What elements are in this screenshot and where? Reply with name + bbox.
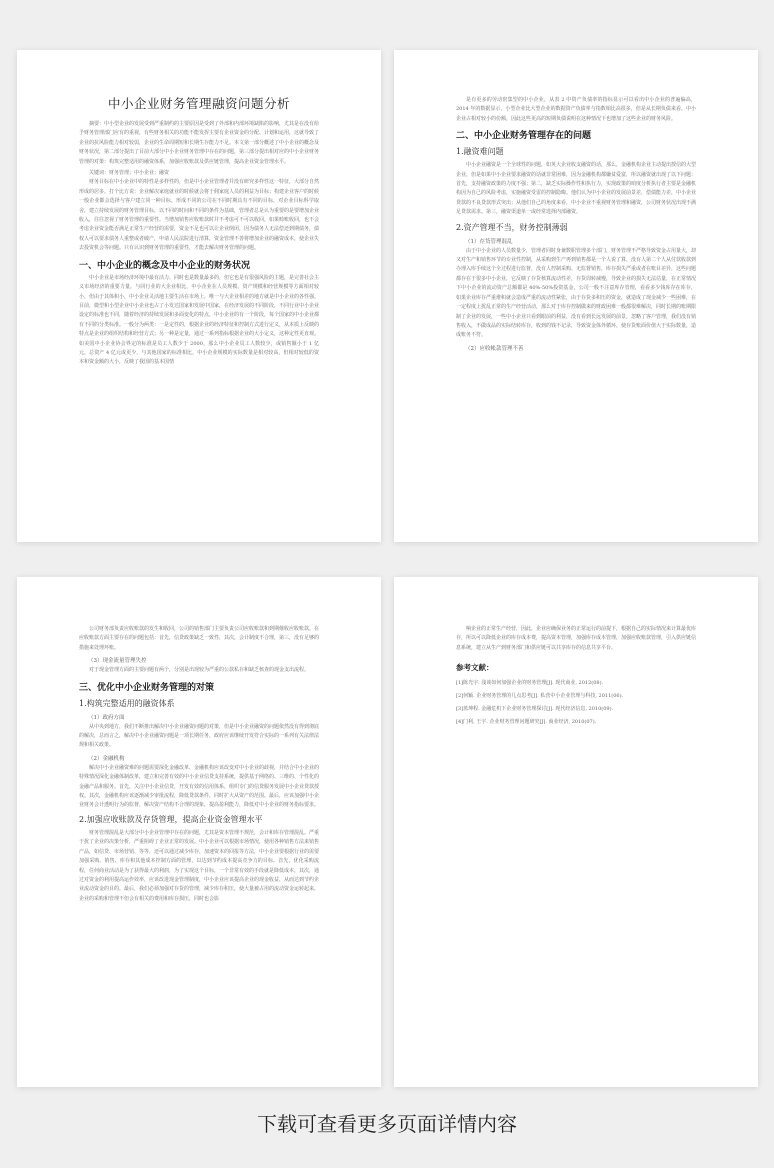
section-heading-2: 二、中小企业财务管理存在的问题 [456, 131, 592, 142]
reference-item: [1]陈光宇. 浅谈如何加强企业的财务管理[J]. 现代商业, 2012(08). [456, 680, 604, 687]
section-1-paragraph: 中小企业是市场经济环境中最有活力、同时也是数量最多的，但它也是有很强风险的主题，是完善社会主义市场经济的重要力量。与同行业的大企业相比，中小企业在人员规模、资产规模和经营规模等方面相对较小，但由于其体积小，中小企业灵活地主要生活在市场上，唯一与大企业相差的地方就是中小企业的各性强。目前，微型和小型企业中小企业也占了小发达国家和发展中国家，在经济发展的不同阶段，不同行业中小企业设定的标准也不同，随着经济的持续发展和多面变化的特点，中小企业的有一个阶段，每个国家的中小企业都有不同的分类标准。一般分为两类：一是定性的，根据企业的经济特征和控制方式进行定义，从本质上反映的特点是企业的组织结构和经营方式；另一种是定量，通过一系列指标根据企业的大小定义，这种定性更直观。如美国中小企业协会界定的标准是员工人数少于 2000，那么中小企业员工人数较少，或销售额小于 1 亿元，总资产 4 亿元或更少，与其他国家的标准相比，中小企业规模的实际数量是相对较高，但相对较低的资本和资金额的大小，反映了我国的基本国情 [79, 274, 320, 366]
reference-item: [2]何颖. 企业财务管理的几点思考[J]. 私营中小企业管理与科技, 2011(06). [456, 693, 624, 700]
section-heading-1: 一、中小企业的概念及中小企业的财务状况 [79, 260, 251, 271]
page-4-continued-paragraph: 响企业的正常生产经营，因此，企业应确保业务的正常运行的前提下，根据自己的实际情况来计算最优库存，所以可以降低企业的库存成本费，提高资本管理，加强库存成本管理，加强应收账款管理，引入供应链信息系统，建立从生产到财务部门和供应链可以共享库存的信息共享平台。 [456, 626, 697, 651]
document-title: 中小企业财务管理融资问题分析 [107, 96, 290, 111]
reference-item: [3]蓝坤程. 金融危机下企业财务管理探讨[J]. 现代经济信息, 2010(09). [456, 706, 614, 713]
financial-institutions-paragraph: 解决中小企业融资难的问题需要深化金融改革、金融机构应该改变对中小企业的歧视，并结合中小企业的特殊情况深化金融体制改革，建立和完善有效的中小企业信贷支持系统，提供基于网络的、三维的、个性化的金融产品和服务。首先，关注中小企业信贷，开发有效的信用体系，组织专门的信贷服务发展中小企业贷款授权。其次，金融机构应该逐渐减少审批流程，降低贷款条件，同时扩大从资产的范围。最后，应该加强中小企业财务会计透明行为的监督，解决资产结构不合理的现象，提高盈利能力，降低对中小企业的财务指标要求。 [79, 764, 320, 809]
section-heading-3: 三、优化中小企业财务管理的对策 [79, 682, 215, 693]
cashflow-heading: （3）现金流量管理失控 [88, 658, 147, 665]
government-paragraph: 从中央到地方，我们不断推出解决中小企业融资问题的对策，但是中小企业融资的问题依然没有得到彻底的解决，总而言之，解决中小企业融资问题是一项长期任务，政府应该继续开发符合实际的一系列有关法律法规和相关政策。 [79, 723, 320, 749]
download-more-caption: 下载可查看更多页面详情内容 [257, 1112, 517, 1136]
financing-paragraph: 中小企业融资是一个全球性的问题，如英大企业收支融资的话，那么，金融机构企业主动提出授信的大型企业，但是如果中小企业要求融资的话就非常困难，因为金融机构都嫌贫爱富，所以融资就出现了以下问题：首先，支持融资政策的力度不强；第二，缺乏实际操作性和执行力，实现政策的咱度分析执行者主要是金融机构因为自己的风险考虑，实施融资受雷的控制隐晦。他们认为中小企业的发展前景差，偿债能力差，中小企业贷款的不良贷款形式突出；从他们自己的角度来看，中小企业不重视财务管理和融资，公司财务状况出现不满足贷款需求。第三，融资渠道单一或经常选择内部融资。 [456, 162, 697, 216]
reference-item: [4]门利, 王宇. 企业财务管理问题研究[J]. 商业经济, 2010(07). [456, 719, 597, 726]
receivables-heading: （2）应收帐款管理不善 [465, 345, 524, 352]
receivables-inventory-paragraph: 财务管理混乱是大部分中小企业管理中存在的问题，尤其是资本管理不规范，会计和库存管理混乱。严重干扰了企业的决策分析，严重阻碍了企业正常的发展。中小企业可以根据市场情况，使用各种销售方法来销售产品，如信贷、市场营销、等等，还可以通过减少库存，加速资本的回报等方法，中小企业要根据行业的需要加强采购、销售、库存和其他成本控制方面的管理，以达到节约成本提高竞争力的目标。首先，优化采购流程，任何商业活动是为了获得最大的利润，为了实现这个目标，一个非常有效的手段就是降低成本，其次，通过对资金的利用提高运作效率，应该改进现金管理制度，中小企业应该提高企业的现金收益，从而达到节约企业流动资金的目的。最后，我们必须加强对存货的管理，减少库存积压，使大量被占用的流动资金运转起来，企业的采购和管理不但会有相关的费用和库存损压，同时也会影 [79, 829, 320, 902]
government-heading: （1）政府方面 [88, 714, 125, 721]
subsection-heading-asset-management: 2.资产管理不当，财务控制薄弱 [456, 222, 568, 232]
cashflow-paragraph: 对于现金管理方面的主要问题有两个，分别是出现较为严重的公款私存和缺乏核查的现金支出流程。 [89, 667, 310, 674]
inventory-paragraph: 由于中小企业的人员数量少，管理者同时身兼数职管理多个部门，财务管理不严格导致资金占用量大，却又对生产和销售环节的专业性控制，从采购到生产再到销售都是一个人说了算，没有人第二个人从付款收款到办理入库手续这个全过程进行监督，没有人控制采购、无监督销售，库存损失严重或者在账目差异，这些问题都存在于很多中小企业，它反映了存货核算流动性差，存货周转减慢，导致企业的损失无法估量，在正常情况下中小企业的流动资产总额都是 40%-50%投资基金，公司一般不注意库存管理，看看多少钱库存在库存，如果企业库存严重堆积就会造成严重的流动性紧张，由于存货多积压的资金，就造成了现金减少一些困难，在一定程度上扰乱正常的生产经营活动，那么对于库存控制做来的财政困难一般都很难解决，同时长期的账期限制了企业的发展，一些中小企业只看到眼前的利益，没有看到长远发展的前景，忽略了客户管理，我们没有销售收入，不做成品的实际结转库存，收到的钱不记录，导致资金体外循环，使存货账面价值大于实际数量，造成账务不符。 [456, 247, 697, 339]
keywords-line: 关键词：财务管理；中小企业；融资 [89, 170, 170, 177]
references-title: 参考文献： [456, 663, 494, 673]
intro-paragraph: 财务目标在中小企业中的特性是多样性的，但是中小企业管理者并没有研究多样性这一特征，大部分自然形成的居多。打个比方说：企业解决家庭就业的时候就会将于佣家庭人员的利益为目标；构建企业客户的时候一般企业都会选择与客户建立同一种目标，形成不同的公司在不同时期具有不同的目标，对企业目标科学取舍，建立持续发展的财务管理目标，以不同的时间和不同的条件为基础，管理者总是认为重要的是要增加企业收入，往往忽视了财务管理的重要性。当增加销售应收账款时并不考虑可不可以收回，如果赊账收回，也不会考虑企业资金能否满足正常生产经营的需要，资金不足也可以让企业倒闭，因为债务人无法偿还到期债务，债权人可以要求债务人重整或者破产，申请人民法院进行清算，资金管理不善将增加企业的融资成本，使企业失去投资机会等问题。只有认识到财务管理的重要性，才能去解决财务管理的问题。 [79, 179, 320, 252]
page-2-continued-paragraph: 是有更多的劳动密集型的中小企业，从表 2 中资产负债率的指标显示可以看出中小企业的普遍偏高，2014 年的数据显示，小型企业比大型企业的数据资产负债率与指数相比高很多，但是从长期负债来看，中小企业占相对较小的份额，因此这些更高的短期负债说明在这种情况下也增加了这些企业的财务风险。 [456, 97, 696, 122]
document-page-1 [17, 50, 381, 542]
document-page-4 [394, 577, 758, 1087]
document-page-3 [17, 577, 381, 1087]
document-page-2 [394, 50, 758, 542]
financial-institutions-heading: （2）金融机构 [88, 755, 125, 762]
page-3-continued-paragraph: 公司财务部负责应收账款的发生和收回，公司的销售部门主要负责公司应收账款和到期催收应收账款。在应收账款方面主要存在的问题包括：首先，信贷政策缺乏一致性，其次，会计制度不合理，第三，没有足够的措施来处理坏账。 [79, 626, 320, 651]
abstract-paragraph: 摘要：中小型企业的发展受到严重制约的主要原因是受到了外部和内部环境缺陷的影响，尤其是在没有给予财务管理部门应有的重视，有些财务相关的功能不能发挥主要有企业资金的分配、计划和运用，这就导致了企业的抗风险能力相对较弱，企业的生命周期短和长期生存能力不足。本文第一部分概述了中小企业的概念及财务状况，第二部分提出了目前大部分中小企业财务管理中存在的问题，第三部分提出相对应的中小企业财务管理的对策：构筑完整适用的融资体系，加强应收账款及供应链管理，提高企业资金管理水平。 [79, 121, 320, 165]
inventory-heading: （1）存货管理混乱 [465, 238, 513, 245]
subsection-heading-financing: 1.融资难问题 [456, 147, 504, 157]
subsection-heading-financing-system: 1.构筑完整适用的融资体系 [79, 698, 175, 708]
subsection-heading-receivables-inventory: 2.加强应收账款及存货管理，提高企业资金管理水平 [79, 814, 263, 824]
